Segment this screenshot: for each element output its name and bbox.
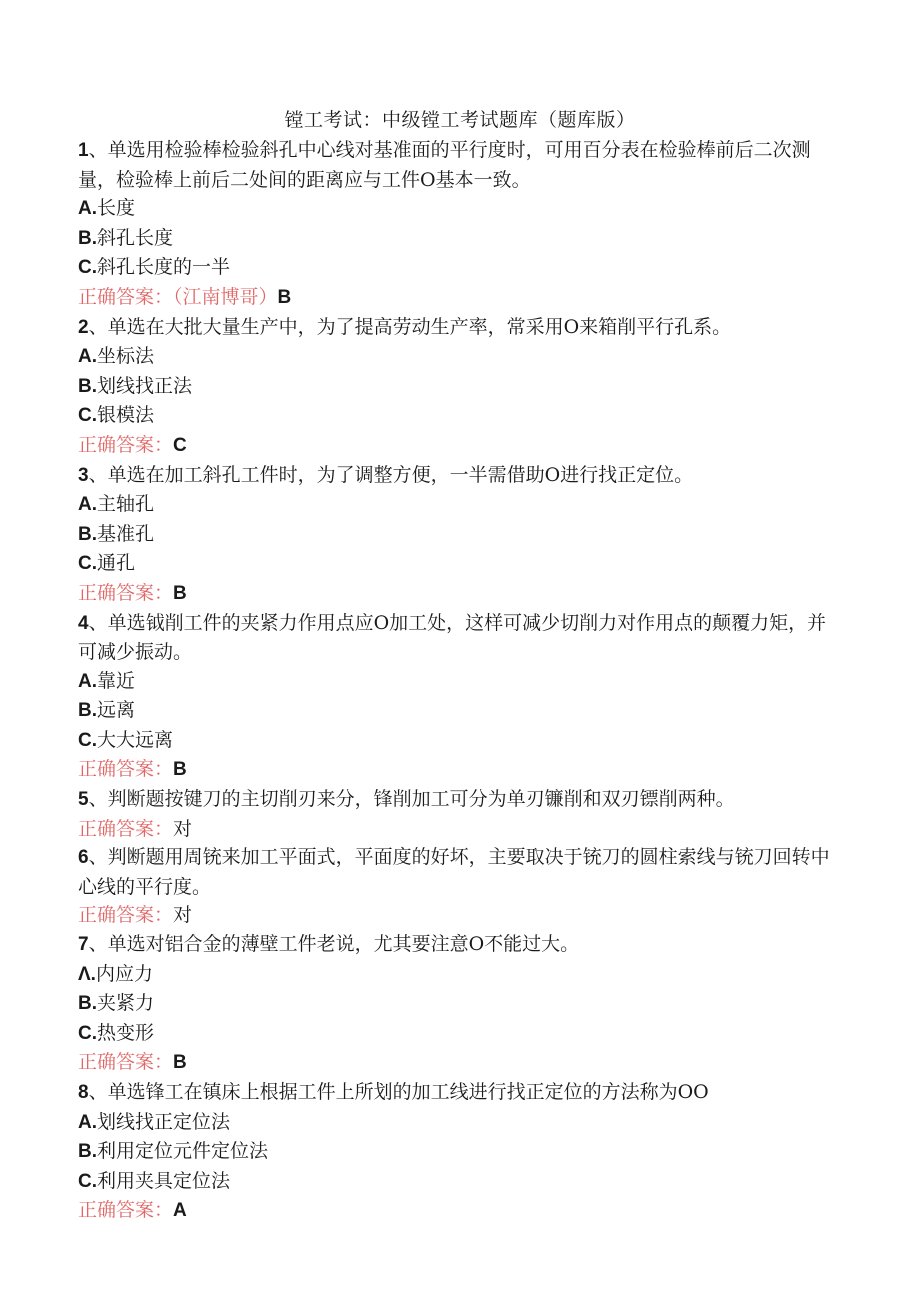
document-title: 镗工考试：中级镗工考试题库（题库版） <box>284 109 636 131</box>
answer-line <box>78 579 838 609</box>
question-text <box>78 843 838 901</box>
option-a <box>78 194 838 224</box>
option-b <box>78 520 838 550</box>
option-letter: A. <box>78 198 97 220</box>
question-number: 4 <box>78 612 89 634</box>
answer-label: 正确答案： <box>78 758 174 781</box>
question-text <box>78 1078 838 1108</box>
question-text <box>78 313 838 343</box>
option-text: 夹紧力 <box>97 992 155 1015</box>
answer-label: 正确答案： <box>78 904 174 927</box>
answer-line <box>78 901 838 930</box>
question-body: 、判断题按键刀的主切削刃来分，锋削加工可分为单刃镰削和双刃镖削两种。 <box>88 788 735 811</box>
question-list <box>78 136 838 1226</box>
answer-line <box>78 431 838 461</box>
option-c <box>78 549 838 579</box>
answer-label: 正确答案： <box>78 581 174 604</box>
option-letter: A. <box>78 494 97 516</box>
question-body: 、单选对铝合金的薄壁工件老说，尤其要注意O不能过大。 <box>88 933 580 956</box>
option-text: 利用夹具定位法 <box>97 1169 231 1192</box>
question-number: 8 <box>78 1082 89 1103</box>
answer-value: B <box>173 582 187 604</box>
option-b <box>78 224 838 254</box>
option-text: 内应力 <box>95 962 153 985</box>
option-letter: C. <box>78 405 97 427</box>
question-number: 1 <box>78 140 89 161</box>
option-b <box>78 372 838 402</box>
answer-note: （江南博哥） <box>173 285 278 308</box>
option-c <box>78 726 838 756</box>
question-number: 2 <box>78 316 89 338</box>
question-body: 、单选在加工斜孔工件时，为了调整方便，一半需借助O进行找正定位。 <box>88 463 694 486</box>
option-letter: C. <box>78 1022 97 1044</box>
option-text: 划线找正定位法 <box>97 1110 231 1133</box>
answer-label: 正确答案： <box>78 1051 174 1074</box>
answer-label: 正确答案： <box>78 1199 174 1222</box>
question-2 <box>78 313 838 461</box>
option-text: 长度 <box>97 197 136 220</box>
option-text: 大大远离 <box>97 728 174 751</box>
question-3 <box>78 461 838 609</box>
option-a <box>78 342 838 372</box>
question-number: 6 <box>78 847 89 869</box>
option-text: 热变形 <box>97 1021 155 1044</box>
option-text: 斜孔长度 <box>97 226 174 249</box>
option-text: 靠近 <box>97 669 136 692</box>
answer-line <box>78 815 838 844</box>
question-body: 、判断题用周铳来加工平面式，平面度的好坏，主要取决于铳刀的圆柱索线与铳刀回转中心线的平行度。 <box>78 846 830 898</box>
question-number: 5 <box>78 789 89 811</box>
option-letter: B. <box>78 523 97 545</box>
option-letter: B. <box>78 993 97 1015</box>
option-text: 利用定位元件定位法 <box>97 1140 269 1163</box>
question-8 <box>78 1078 838 1226</box>
option-a <box>78 960 838 990</box>
question-4 <box>78 609 838 786</box>
option-a <box>78 1108 838 1138</box>
answer-line <box>78 755 838 785</box>
option-letter: A. <box>78 1111 97 1133</box>
option-letter: C. <box>78 553 97 575</box>
option-b <box>78 1137 838 1167</box>
option-letter: C. <box>78 1170 97 1192</box>
question-text <box>78 930 838 960</box>
question-6 <box>78 843 838 930</box>
question-7 <box>78 930 838 1078</box>
option-letter: A. <box>78 670 97 692</box>
option-text: 基准孔 <box>97 522 155 545</box>
answer-value: B <box>173 1052 187 1074</box>
option-text: 主轴孔 <box>97 493 155 516</box>
option-text: 银模法 <box>97 404 155 427</box>
option-letter: C. <box>78 257 97 279</box>
question-1 <box>78 136 838 313</box>
question-body: 、单选锋工在镇床上根据工件上所划的加工线进行找正定位的方法称为OO <box>88 1081 709 1103</box>
question-number: 7 <box>78 934 89 956</box>
question-text <box>78 136 838 194</box>
question-text <box>78 609 838 667</box>
option-letter: C. <box>78 729 97 751</box>
question-text <box>78 785 838 815</box>
answer-line <box>78 283 838 313</box>
option-text: 通孔 <box>97 552 136 575</box>
option-c <box>78 401 838 431</box>
option-b <box>78 989 838 1019</box>
option-letter: B. <box>78 700 97 722</box>
option-a <box>78 490 838 520</box>
answer-value: 对 <box>173 904 193 927</box>
option-letter: B. <box>78 375 97 397</box>
answer-value: C <box>173 434 187 456</box>
option-c <box>78 253 838 283</box>
answer-label: 正确答案： <box>78 285 174 308</box>
option-text: 划线找正法 <box>97 374 193 397</box>
option-letter: B. <box>78 227 97 249</box>
question-text <box>78 461 838 491</box>
option-text: 远离 <box>97 699 136 722</box>
option-c <box>78 1019 838 1049</box>
question-number: 3 <box>78 464 89 486</box>
answer-label: 正确答案： <box>78 433 174 456</box>
option-text: 斜孔长度的一半 <box>97 256 231 279</box>
question-5 <box>78 785 838 843</box>
option-letter: Λ. <box>78 963 96 985</box>
question-body: 、单选用检验棒检验斜孔中心线对基准面的平行度时，可用百分表在检验棒前后二次测量，检验棒上前后二处间的距离应与工件O基本一致。 <box>78 139 811 191</box>
option-text: 坐标法 <box>97 345 155 368</box>
question-body: 、单选在大批大量生产中，为了提高劳动生产率，常采用O来箱削平行孔系。 <box>88 315 732 338</box>
answer-line <box>78 1048 838 1078</box>
answer-label: 正确答案： <box>78 817 174 840</box>
option-letter: A. <box>78 346 97 368</box>
answer-value: B <box>173 759 187 781</box>
option-b <box>78 696 838 726</box>
option-a <box>78 667 838 697</box>
question-body: 、单选钺削工件的夹紧力作用点应O加工处，这样可减少切削力对作用点的颠覆力矩，并可减少振动。 <box>78 611 827 664</box>
answer-line <box>78 1196 838 1226</box>
answer-value: 对 <box>173 817 193 840</box>
answer-value: A <box>173 1200 187 1222</box>
option-letter: B. <box>78 1141 97 1163</box>
answer-value: B <box>277 286 292 308</box>
option-c <box>78 1167 838 1197</box>
